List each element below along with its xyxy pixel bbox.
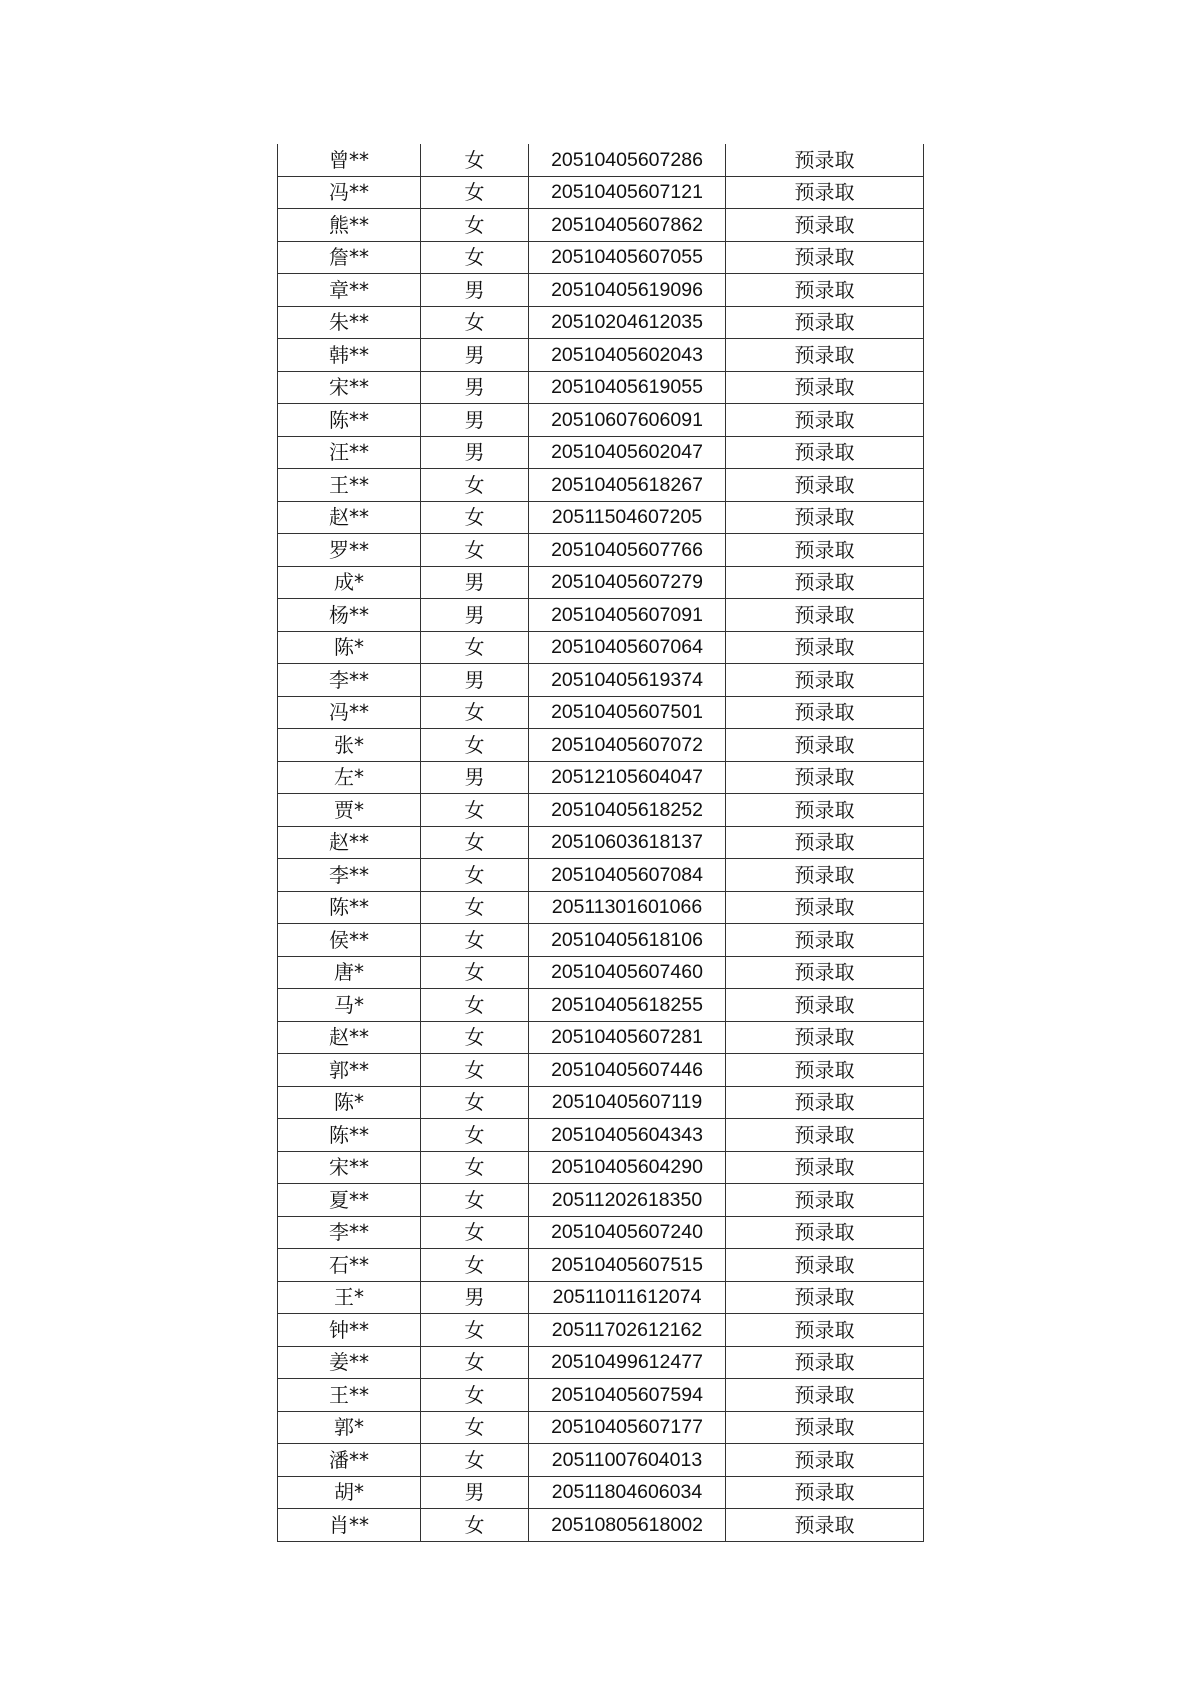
student-name: 朱** [278,306,421,339]
table-row [278,1314,924,1347]
student-gender: 女 [421,209,529,242]
admission-status: 预录取 [726,696,924,729]
table-row [278,599,924,632]
candidate-number: 20510607606091 [529,404,726,437]
student-name: 宋** [278,1151,421,1184]
admission-table [277,144,924,1542]
admission-status: 预录取 [726,631,924,664]
candidate-number: 20510405604290 [529,1151,726,1184]
student-gender: 男 [421,339,529,372]
admission-status: 预录取 [726,729,924,762]
candidate-number: 20510405607862 [529,209,726,242]
student-gender: 女 [421,176,529,209]
student-gender: 女 [421,1444,529,1477]
student-name: 钟** [278,1314,421,1347]
candidate-number: 20511702612162 [529,1314,726,1347]
student-gender: 男 [421,1281,529,1314]
admission-status: 预录取 [726,1054,924,1087]
student-gender: 女 [421,1184,529,1217]
admission-status: 预录取 [726,1444,924,1477]
student-name: 贾* [278,794,421,827]
admission-status: 预录取 [726,1216,924,1249]
candidate-number: 20510405619374 [529,664,726,697]
table-row [278,1444,924,1477]
student-name: 胡* [278,1476,421,1509]
admission-status: 预录取 [726,1119,924,1152]
student-name: 王** [278,1379,421,1412]
student-gender: 男 [421,436,529,469]
candidate-number: 20510405607121 [529,176,726,209]
admission-status: 预录取 [726,306,924,339]
table-row [278,891,924,924]
admission-status: 预录取 [726,956,924,989]
table-row [278,1379,924,1412]
student-gender: 男 [421,371,529,404]
student-gender: 女 [421,534,529,567]
admission-status: 预录取 [726,1281,924,1314]
admission-status: 预录取 [726,339,924,372]
student-name: 王* [278,1281,421,1314]
student-gender: 男 [421,1476,529,1509]
admission-status: 预录取 [726,209,924,242]
student-name: 唐* [278,956,421,989]
table-row [278,729,924,762]
student-gender: 女 [421,469,529,502]
table-row [278,404,924,437]
student-gender: 女 [421,1509,529,1542]
student-name: 陈** [278,1119,421,1152]
table-row [278,924,924,957]
candidate-number: 20510405607119 [529,1086,726,1119]
candidate-number: 20510405607064 [529,631,726,664]
admission-status: 预录取 [726,1151,924,1184]
admission-status: 预录取 [726,404,924,437]
candidate-number: 20510405618255 [529,989,726,1022]
admission-status: 预录取 [726,1184,924,1217]
table-row [278,274,924,307]
student-gender: 女 [421,826,529,859]
candidate-number: 20510405607177 [529,1411,726,1444]
student-gender: 女 [421,1411,529,1444]
candidate-number: 20511804606034 [529,1476,726,1509]
admission-status: 预录取 [726,1021,924,1054]
student-name: 姜** [278,1346,421,1379]
admission-status: 预录取 [726,664,924,697]
admission-table-body [278,144,924,1541]
student-name: 成* [278,566,421,599]
candidate-number: 20510405607286 [529,144,726,176]
candidate-number: 20511504607205 [529,501,726,534]
admission-status: 预录取 [726,859,924,892]
admission-status: 预录取 [726,599,924,632]
admission-status: 预录取 [726,826,924,859]
table-row [278,989,924,1022]
student-gender: 女 [421,729,529,762]
candidate-number: 20510405607091 [529,599,726,632]
admission-status: 预录取 [726,436,924,469]
student-gender: 女 [421,989,529,1022]
admission-status: 预录取 [726,1476,924,1509]
admission-status: 预录取 [726,241,924,274]
student-gender: 男 [421,761,529,794]
student-name: 陈** [278,891,421,924]
student-name: 冯** [278,176,421,209]
admission-status: 预录取 [726,1411,924,1444]
student-gender: 女 [421,891,529,924]
student-name: 侯** [278,924,421,957]
student-gender: 女 [421,696,529,729]
admission-status: 预录取 [726,371,924,404]
student-name: 左* [278,761,421,794]
admission-status: 预录取 [726,566,924,599]
table-row [278,859,924,892]
student-name: 张* [278,729,421,762]
student-gender: 女 [421,1054,529,1087]
table-row [278,826,924,859]
table-row [278,956,924,989]
student-gender: 女 [421,1151,529,1184]
table-row [278,1216,924,1249]
admission-status: 预录取 [726,1509,924,1542]
table-row [278,469,924,502]
student-name: 夏** [278,1184,421,1217]
candidate-number: 20510405607055 [529,241,726,274]
student-gender: 女 [421,794,529,827]
student-name: 章** [278,274,421,307]
candidate-number: 20510405618267 [529,469,726,502]
table-row [278,631,924,664]
candidate-number: 20510405619096 [529,274,726,307]
candidate-number: 20510405604343 [529,1119,726,1152]
student-gender: 女 [421,1216,529,1249]
admission-status: 预录取 [726,534,924,567]
candidate-number: 20511007604013 [529,1444,726,1477]
table-row [278,371,924,404]
student-gender: 女 [421,956,529,989]
student-name: 曾** [278,144,421,176]
student-name: 王** [278,469,421,502]
table-row [278,306,924,339]
candidate-number: 20510405607501 [529,696,726,729]
admission-status: 预录取 [726,1314,924,1347]
table-row [278,664,924,697]
student-name: 李** [278,1216,421,1249]
student-name: 李** [278,664,421,697]
table-row [278,501,924,534]
candidate-number: 20510405607515 [529,1249,726,1282]
candidate-number: 20510405607084 [529,859,726,892]
candidate-number: 20510805618002 [529,1509,726,1542]
student-name: 赵** [278,826,421,859]
table-row [278,534,924,567]
table-row [278,1346,924,1379]
admission-status: 预录取 [726,989,924,1022]
candidate-number: 20510405607240 [529,1216,726,1249]
table-row [278,1119,924,1152]
candidate-number: 20510405619055 [529,371,726,404]
candidate-number: 20510405607072 [529,729,726,762]
admission-status: 预录取 [726,1379,924,1412]
table-row [278,1411,924,1444]
table-row [278,209,924,242]
table-row [278,1249,924,1282]
student-name: 汪** [278,436,421,469]
table-row [278,1281,924,1314]
candidate-number: 20510405607594 [529,1379,726,1412]
table-row [278,1509,924,1542]
student-name: 陈* [278,631,421,664]
admission-status: 预录取 [726,144,924,176]
student-gender: 男 [421,566,529,599]
student-gender: 女 [421,501,529,534]
student-name: 宋** [278,371,421,404]
candidate-number: 20510405618106 [529,924,726,957]
admission-status: 预录取 [726,176,924,209]
admission-status: 预录取 [726,274,924,307]
student-gender: 女 [421,1379,529,1412]
admission-status: 预录取 [726,1249,924,1282]
table-row [278,566,924,599]
student-name: 李** [278,859,421,892]
student-gender: 女 [421,1249,529,1282]
admission-status: 预录取 [726,1086,924,1119]
student-name: 石** [278,1249,421,1282]
candidate-number: 20511011612074 [529,1281,726,1314]
admission-status: 预录取 [726,501,924,534]
table-row [278,1021,924,1054]
student-name: 赵** [278,501,421,534]
candidate-number: 20510405602043 [529,339,726,372]
admission-status: 预录取 [726,924,924,957]
candidate-number: 20510405607279 [529,566,726,599]
student-name: 熊** [278,209,421,242]
student-name: 罗** [278,534,421,567]
candidate-number: 20511202618350 [529,1184,726,1217]
candidate-number: 20510405607766 [529,534,726,567]
candidate-number: 20510405607446 [529,1054,726,1087]
student-name: 郭** [278,1054,421,1087]
candidate-number: 20510499612477 [529,1346,726,1379]
student-gender: 女 [421,241,529,274]
table-row [278,176,924,209]
table-row [278,339,924,372]
student-gender: 女 [421,1346,529,1379]
admission-status: 预录取 [726,891,924,924]
table-row [278,241,924,274]
table-row [278,761,924,794]
candidate-number: 20510204612035 [529,306,726,339]
table-row [278,144,924,176]
table-row [278,1476,924,1509]
student-gender: 女 [421,631,529,664]
candidate-number: 20510405607281 [529,1021,726,1054]
student-gender: 女 [421,144,529,176]
student-name: 赵** [278,1021,421,1054]
table-row [278,1054,924,1087]
student-gender: 女 [421,306,529,339]
student-name: 陈** [278,404,421,437]
student-name: 肖** [278,1509,421,1542]
candidate-number: 20510405602047 [529,436,726,469]
table-row [278,696,924,729]
student-gender: 男 [421,274,529,307]
admission-status: 预录取 [726,794,924,827]
candidate-number: 20512105604047 [529,761,726,794]
table-row [278,1086,924,1119]
table-row [278,1184,924,1217]
candidate-number: 20510405607460 [529,956,726,989]
student-name: 杨** [278,599,421,632]
student-gender: 女 [421,859,529,892]
student-gender: 男 [421,599,529,632]
student-name: 郭* [278,1411,421,1444]
admission-status: 预录取 [726,761,924,794]
admission-status: 预录取 [726,469,924,502]
table-row [278,436,924,469]
candidate-number: 20511301601066 [529,891,726,924]
student-name: 詹** [278,241,421,274]
student-name: 陈* [278,1086,421,1119]
student-gender: 女 [421,1086,529,1119]
table-row [278,1151,924,1184]
student-gender: 女 [421,1119,529,1152]
admission-status: 预录取 [726,1346,924,1379]
student-name: 潘** [278,1444,421,1477]
student-gender: 男 [421,664,529,697]
table-row [278,794,924,827]
candidate-number: 20510405618252 [529,794,726,827]
student-name: 冯** [278,696,421,729]
candidate-number: 20510603618137 [529,826,726,859]
student-gender: 女 [421,1314,529,1347]
student-gender: 男 [421,404,529,437]
student-gender: 女 [421,1021,529,1054]
student-name: 马* [278,989,421,1022]
student-name: 韩** [278,339,421,372]
student-gender: 女 [421,924,529,957]
